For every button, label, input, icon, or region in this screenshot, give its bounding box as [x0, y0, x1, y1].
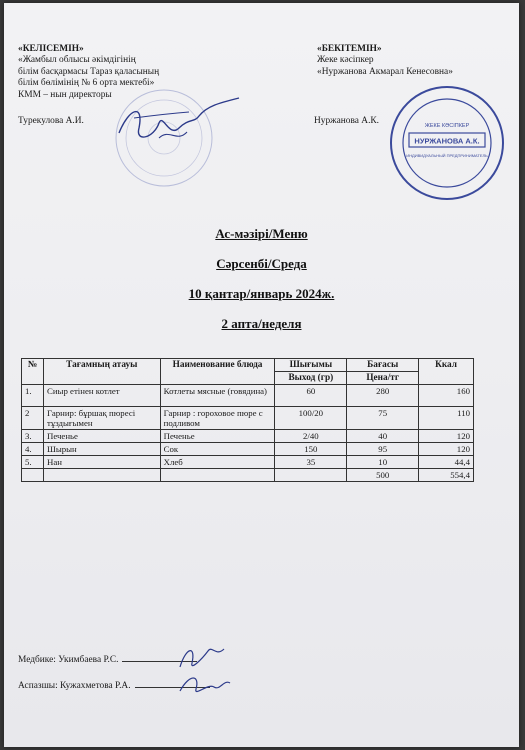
cell-kcal: 120 [419, 443, 474, 456]
approval-right [317, 44, 453, 78]
cell-name-kz: Печенье [43, 430, 160, 443]
cell-kcal: 110 [419, 407, 474, 430]
nurse-label: Медбике: Укимбаева Р.С. [18, 655, 119, 665]
cook-signature-icon [174, 669, 234, 699]
approval-right-signer: Нуржанова А.К. [314, 116, 380, 126]
cell-empty [160, 469, 275, 482]
cell-empty [275, 469, 347, 482]
cell-kcal: 120 [419, 430, 474, 443]
approval-left-line: білім басқармасы Тараз қаласының [18, 66, 160, 77]
cell-kcal: 160 [419, 385, 474, 407]
nurse-line [18, 655, 197, 665]
stamp-title-text: ЖЕКЕ КӘСІПКЕР [424, 123, 470, 129]
header-num: № [22, 359, 44, 385]
cell-output: 150 [275, 443, 347, 456]
approval-right-heading: «БЕКІТЕМІН» [317, 44, 382, 54]
cell-name-kz: Гарнир: бұршақ пюресі тұздығымен [43, 407, 160, 430]
cell-price: 10 [347, 456, 419, 469]
header-price-ru: Цена/тг [347, 372, 419, 385]
director-signature-icon [99, 88, 249, 153]
approval-right-line: Жеке кәсіпкер [317, 55, 374, 66]
approval-left-signer: Турекулова А.И. [18, 116, 84, 126]
title-day: Сәрсенбі/Среда [216, 256, 307, 271]
cell-name-kz: Шырын [43, 443, 160, 456]
entrepreneur-stamp-icon [387, 83, 507, 203]
approval-right-line: «Нуржанова Акмарал Кенесовна» [317, 66, 453, 77]
cell-price: 280 [347, 385, 419, 407]
cell-name-ru: Котлеты мясные (говядина) [160, 385, 275, 407]
cell-output: 2/40 [275, 430, 347, 443]
cell-num: 3. [22, 430, 44, 443]
cell-num: 1. [22, 385, 44, 407]
table-row [22, 430, 474, 443]
cell-price: 75 [347, 407, 419, 430]
header-price-kz: Бағасы [347, 359, 419, 372]
cell-output: 100/20 [275, 407, 347, 430]
table-row [22, 407, 474, 430]
cell-name-ru: Сок [160, 443, 275, 456]
table-row [22, 443, 474, 456]
cell-empty [22, 469, 44, 482]
menu-table [21, 358, 474, 482]
cell-output: 35 [275, 456, 347, 469]
table-header-row [22, 359, 474, 372]
approval-left-line: білім бөлімінің № 6 орта мектебі» [18, 78, 155, 89]
cell-num: 5. [22, 456, 44, 469]
cell-name-ru: Хлеб [160, 456, 275, 469]
document-page [4, 3, 519, 747]
stamp-subtitle-text: ИНДИВИДУАЛЬНЫЙ ПРЕДПРИНИМАТЕЛЬ [406, 153, 488, 158]
cell-price: 40 [347, 430, 419, 443]
approval-left-line: КММ – нын директоры [18, 89, 112, 100]
table-total-row [22, 469, 474, 482]
approval-left-heading: «КЕЛІСЕМІН» [18, 44, 84, 54]
header-kcal: Ккал [419, 359, 474, 385]
cell-name-kz: Нан [43, 456, 160, 469]
header-output-ru: Выход (гр) [275, 372, 347, 385]
cell-empty [43, 469, 160, 482]
header-name-kz: Тағамның атауы [43, 359, 160, 385]
cell-output: 60 [275, 385, 347, 407]
title-date: 10 қантар/январь 2024ж. [188, 286, 335, 301]
header-name-ru: Наименование блюда [160, 359, 275, 385]
title-menu: Ас-мәзірі/Меню [215, 226, 308, 241]
total-kcal: 554,4 [419, 469, 474, 482]
title-week: 2 апта/неделя [221, 316, 302, 331]
cell-num: 4. [22, 443, 44, 456]
table-row [22, 456, 474, 469]
total-price: 500 [347, 469, 419, 482]
cell-name-ru: Печенье [160, 430, 275, 443]
cell-name-ru: Гарнир : гороховое пюре с подливом [160, 407, 275, 430]
cook-label: Аспазшы: Кужахметова Р.А. [18, 681, 131, 691]
cell-num: 2 [22, 407, 44, 430]
approval-left-line: «Жамбыл облысы әкімдігінің [18, 55, 136, 66]
cell-name-kz: Сиыр етінен котлет [43, 385, 160, 407]
cell-kcal: 44,4 [419, 456, 474, 469]
table-row [22, 385, 474, 407]
stamp-name-text: НУРЖАНОВА А.К. [414, 136, 480, 146]
cell-price: 95 [347, 443, 419, 456]
header-output-kz: Шығымы [275, 359, 347, 372]
